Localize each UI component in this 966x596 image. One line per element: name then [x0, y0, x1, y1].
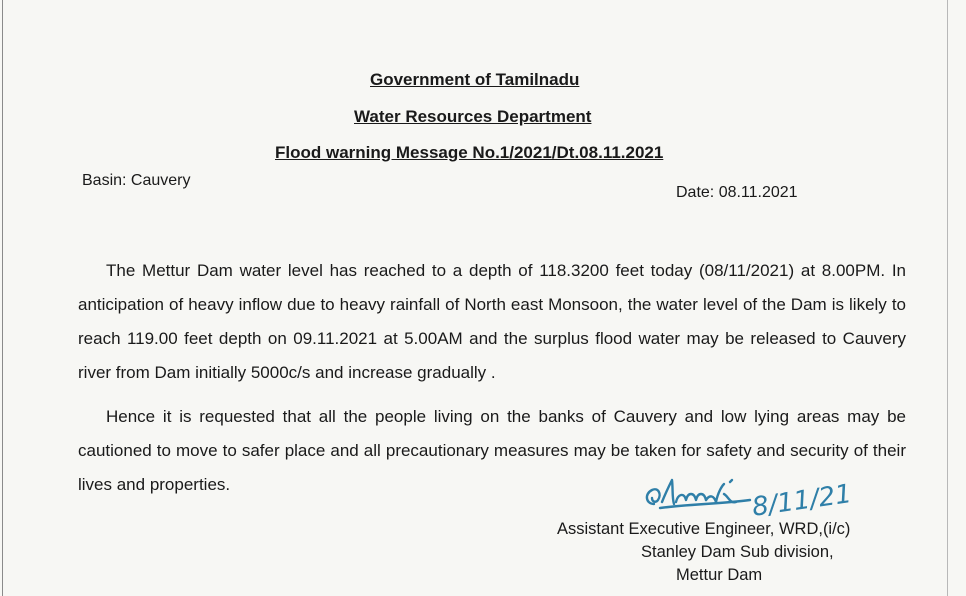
page-edge-left [2, 0, 3, 596]
header-government: Government of Tamilnadu [370, 70, 580, 89]
date-label: Date: 08.11.2021 [676, 184, 798, 201]
page-edge-right [947, 0, 948, 596]
header-department: Water Resources Department [354, 107, 592, 126]
paragraph-water-level-text: The Mettur Dam water level has reached to a depth of 118.3200 feet today (08/11/2021) at 8.00PM. In anticipation of heavy inflow due to heavy rainfall of North east Monsoon, the water level of the Dam is likely to reach 119.00 feet depth on 09.11.2021 at 5.00AM and the surplus flood water may be released to Cauvery river from Dam initially 5000c/s and increase gradually . [78, 261, 906, 382]
header-message-number: Flood warning Message No.1/2021/Dt.08.11.2021 [275, 143, 664, 162]
signatory-place: Mettur Dam [676, 566, 763, 584]
paragraph-caution-text: Hence it is requested that all the people living on the banks of Cauvery and low lying areas may be cautioned to move to safer place and all precautionary measures may be taken for safety and security of their lives and properties. [78, 407, 906, 494]
signatory-designation: Assistant Executive Engineer, WRD,(i/c) [557, 520, 851, 538]
signatory-office: Stanley Dam Sub division, [641, 543, 834, 561]
basin-label: Basin: Cauvery [82, 172, 191, 189]
handwritten-date: 8/11/21 [750, 479, 854, 523]
paragraph-water-level [78, 254, 906, 390]
